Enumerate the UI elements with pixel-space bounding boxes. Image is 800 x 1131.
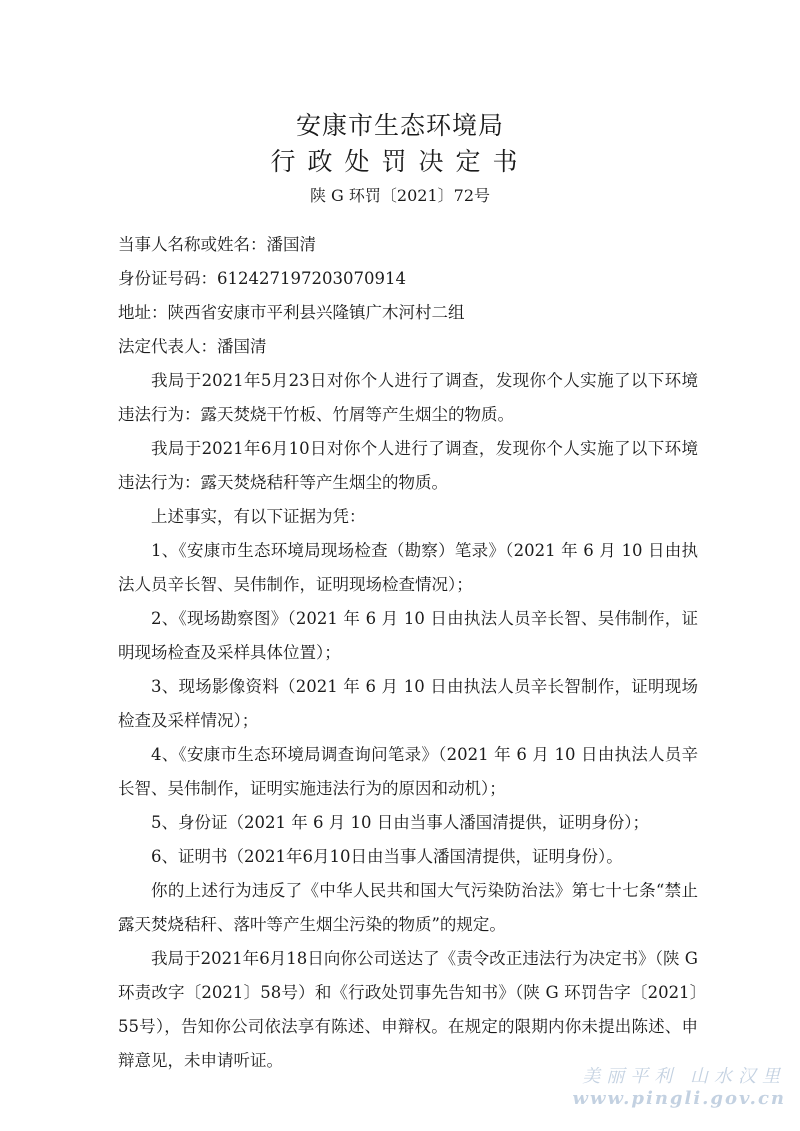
party-name-field: 当事人名称或姓名：潘国清 — [118, 235, 316, 254]
issuing-authority-title: 安康市生态环境局 — [295, 111, 504, 140]
document-type-title: 行政处罚决定书 — [270, 147, 530, 176]
evidence-intro: 上述事实，有以下证据为凭： — [151, 507, 366, 526]
evidence-item-4: 4、《安康市生态环境局调查询问笔录》（2021 年 6 月 10 日由执法人员辛长智、吴伟制作，证明实施违法行为的原因和动机）； — [118, 745, 698, 798]
site-watermark — [572, 1062, 786, 1109]
party-id-field: 身份证号码：612427197203070914 — [118, 269, 406, 288]
evidence-item-3: 3、现场影像资料（2021 年 6 月 10 日由执法人员辛长智制作，证明现场检查及采样情况）； — [118, 677, 698, 730]
evidence-item-1: 1、《安康市生态环境局现场检查（勘察）笔录》（2021 年 6 月 10 日由执法人员辛长智、吴伟制作，证明现场检查情况）； — [118, 541, 698, 594]
evidence-item-5: 5、身份证（2021 年 6 月 10 日由当事人潘国清提供，证明身份）； — [151, 813, 649, 832]
document-body — [118, 228, 698, 1078]
investigation-paragraph-1: 我局于2021年5月23日对你个人进行了调查，发现你个人实施了以下环境违法行为：露天焚烧干竹板、竹屑等产生烟尘的物质。 — [118, 371, 698, 424]
party-address-field: 地址：陕西省安康市平利县兴隆镇广木河村二组 — [118, 303, 465, 322]
evidence-item-2: 2、《现场勘察图》（2021 年 6 月 10 日由执法人员辛长智、吴伟制作，证明现场检查及采样具体位置）； — [118, 609, 698, 662]
watermark-slogan: 美丽平利 山水汉里 — [582, 1066, 786, 1087]
document-number: 陕 G 环罚〔2021〕72号 — [309, 186, 491, 205]
watermark-url: www.pingli.gov.cn — [572, 1088, 786, 1109]
investigation-paragraph-2: 我局于2021年6月10日对你个人进行了调查，发现你个人实施了以下环境违法行为：露天焚烧秸秆等产生烟尘的物质。 — [118, 439, 698, 492]
legal-representative-field: 法定代表人：潘国清 — [118, 337, 267, 356]
notification-paragraph: 我局于2021年6月18日向你公司送达了《责令改正违法行为决定书》（陕 G 环责改字〔2021〕58号）和《行政处罚事先告知书》（陕 G 环罚告字〔2021〕55号），告知你公司依法享有陈述、申辩权。在规定的限期内你未提出陈述、申辩意见，未申请听证。 — [118, 949, 698, 1070]
violation-paragraph: 你的上述行为违反了《中华人民共和国大气污染防治法》第七十七条“禁止露天焚烧秸秆、落叶等产生烟尘污染的物质”的规定。 — [118, 881, 698, 934]
evidence-item-6: 6、证明书（2021年6月10日由当事人潘国清提供，证明身份）。 — [151, 847, 623, 866]
